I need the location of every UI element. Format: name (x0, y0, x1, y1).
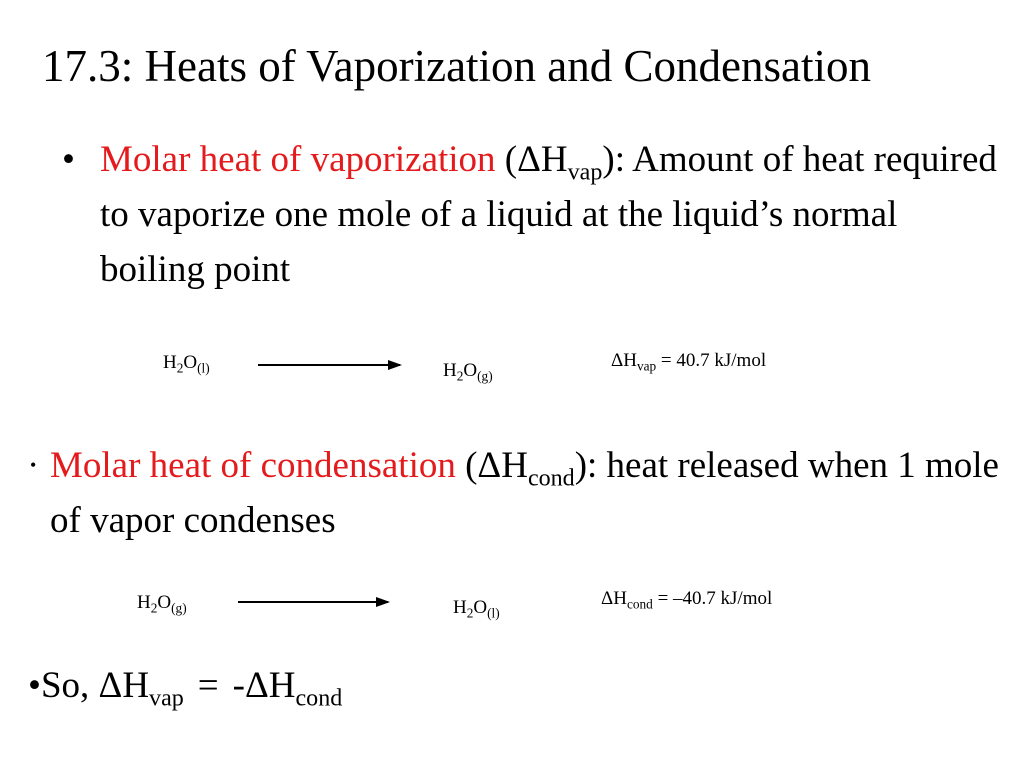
slide-title: 17.3: Heats of Vaporization and Condensation (42, 41, 872, 91)
relation-lhs: ΔH (98, 665, 150, 706)
bullet-relation (28, 660, 342, 712)
eq2-arrow (238, 601, 388, 603)
eq2-reactant: $H_2O_{(g)}$ (137, 592, 187, 616)
bullet-marker-small: • (30, 455, 37, 475)
eq1-product: $H_2O_{(g)}$ (443, 360, 493, 384)
term-condensation: Molar heat of condensation (50, 445, 456, 486)
delta-h-open: (ΔH (495, 139, 568, 180)
eq2-product: $H_2O_{(l)}$ (453, 597, 500, 621)
relation-prefix: •So, (28, 665, 99, 706)
bullet-marker: • (62, 139, 75, 180)
relation-lhs-subscript: vap (149, 685, 184, 712)
delta-h-open: (ΔH (455, 445, 528, 486)
eq1-arrow (258, 364, 400, 366)
eq2-enthalpy: $\Delta H_{cond} = -40.7$ kJ/mol (601, 588, 773, 612)
relation-rhs: -ΔH (232, 665, 296, 706)
relation-equals: = (197, 665, 219, 706)
delta-h-subscript: cond (527, 465, 575, 492)
relation-rhs-subscript: cond (295, 685, 343, 712)
eq1-reactant: $H_2O_{(l)}$ (163, 352, 210, 376)
eq1-enthalpy: $\Delta H_{vap} = 40.7$ kJ/mol (611, 350, 767, 374)
bullet-vaporization (100, 132, 1000, 297)
bullet-text: ): Amount of heat required to vaporize one mole of a liquid at the liquid’s normal boiling point (100, 139, 997, 290)
delta-h-subscript: vap (567, 159, 603, 186)
bullet-condensation (50, 438, 1000, 548)
term-vaporization: Molar heat of vaporization (100, 139, 496, 180)
bullet-text: ): heat released when 1 mole of vapor condenses (50, 445, 999, 541)
